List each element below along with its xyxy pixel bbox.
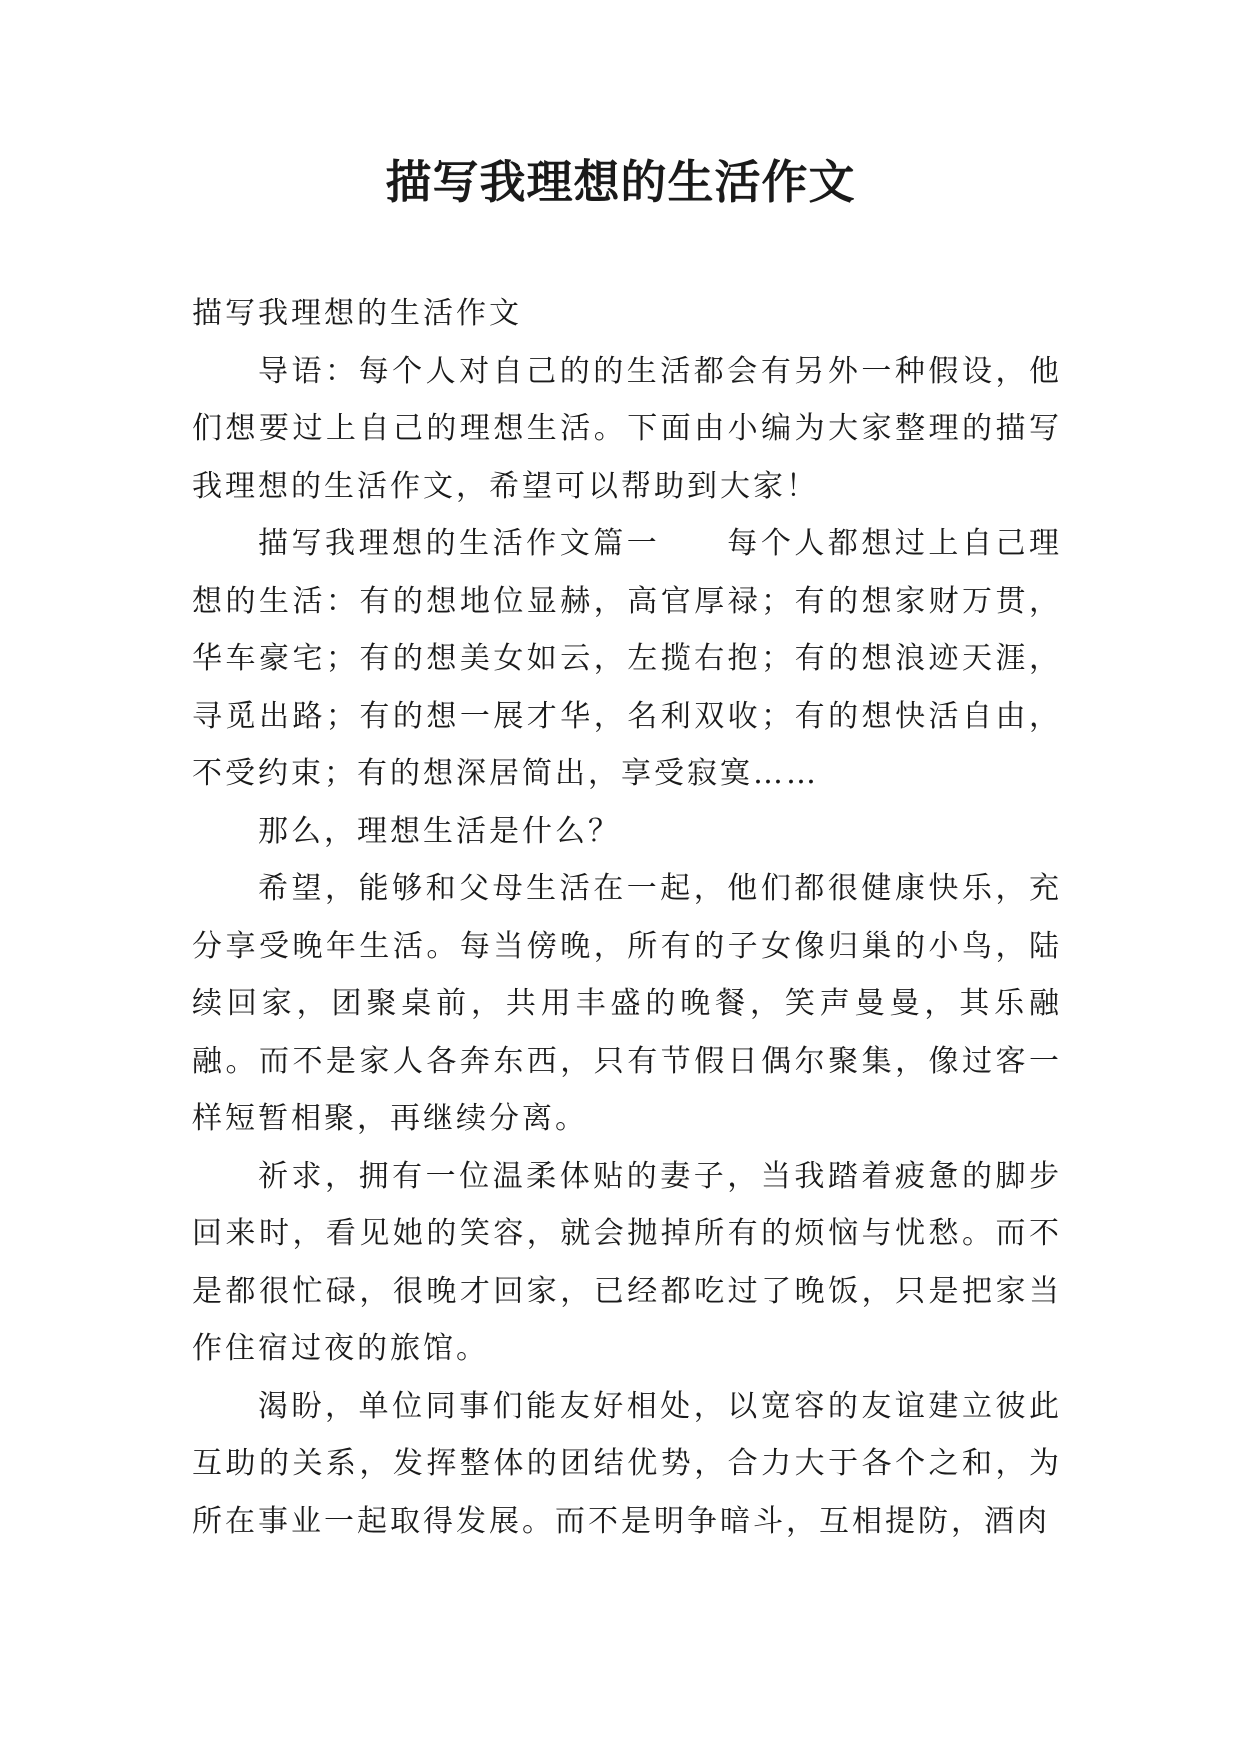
document-title: 描写我理想的生活作文 bbox=[385, 155, 856, 209]
document-subtitle: 描写我理想的生活作文 bbox=[192, 296, 522, 331]
paragraph-question: 那么，理想生活是什么？ bbox=[258, 813, 621, 849]
document-body bbox=[192, 285, 1062, 1550]
paragraph-wish-wife: 祈求，拥有一位温柔体贴的妻子，当我踏着疲惫的脚步回来时，看见她的笑容，就会抛掉所有的烦恼与忧愁。而不是都很忙碌，很晚才回家，已经都吃过了晚饭，只是把家当作住宿过夜的旅馆。 bbox=[192, 1158, 1062, 1366]
paragraph-hope-parents: 希望，能够和父母生活在一起，他们都很健康快乐，充分享受晚年生活。每当傍晚，所有的子女像归巢的小鸟，陆续回家，团聚桌前，共用丰盛的晚餐，笑声曼曼，其乐融融。而不是家人各奔东西，只有节假日偶尔聚集，像过客一样短暂相聚，再继续分离。 bbox=[192, 871, 1062, 1136]
paragraph-intro: 导语：每个人对自己的的生活都会有另外一种假设，他们想要过上自己的理想生活。下面由小编为大家整理的描写我理想的生活作文，希望可以帮助到大家！ bbox=[192, 353, 1062, 504]
paragraph-chapter-one: 描写我理想的生活作文篇一 每个人都想过上自己理想的生活：有的想地位显赫，高官厚禄；有的想家财万贯，华车豪宅；有的想美女如云，左揽右抱；有的想浪迹天涯，寻觅出路；有的想一展才华，名利双收；有的想快活自由，不受约束；有的想深居简出，享受寂寞…… bbox=[192, 526, 1062, 791]
paragraph-colleagues: 渴盼，单位同事们能友好相处，以宽容的友谊建立彼此互助的关系，发挥整体的团结优势，合力大于各个之和，为所在事业一起取得发展。而不是明争暗斗，互相提防，酒肉 bbox=[192, 1388, 1062, 1539]
